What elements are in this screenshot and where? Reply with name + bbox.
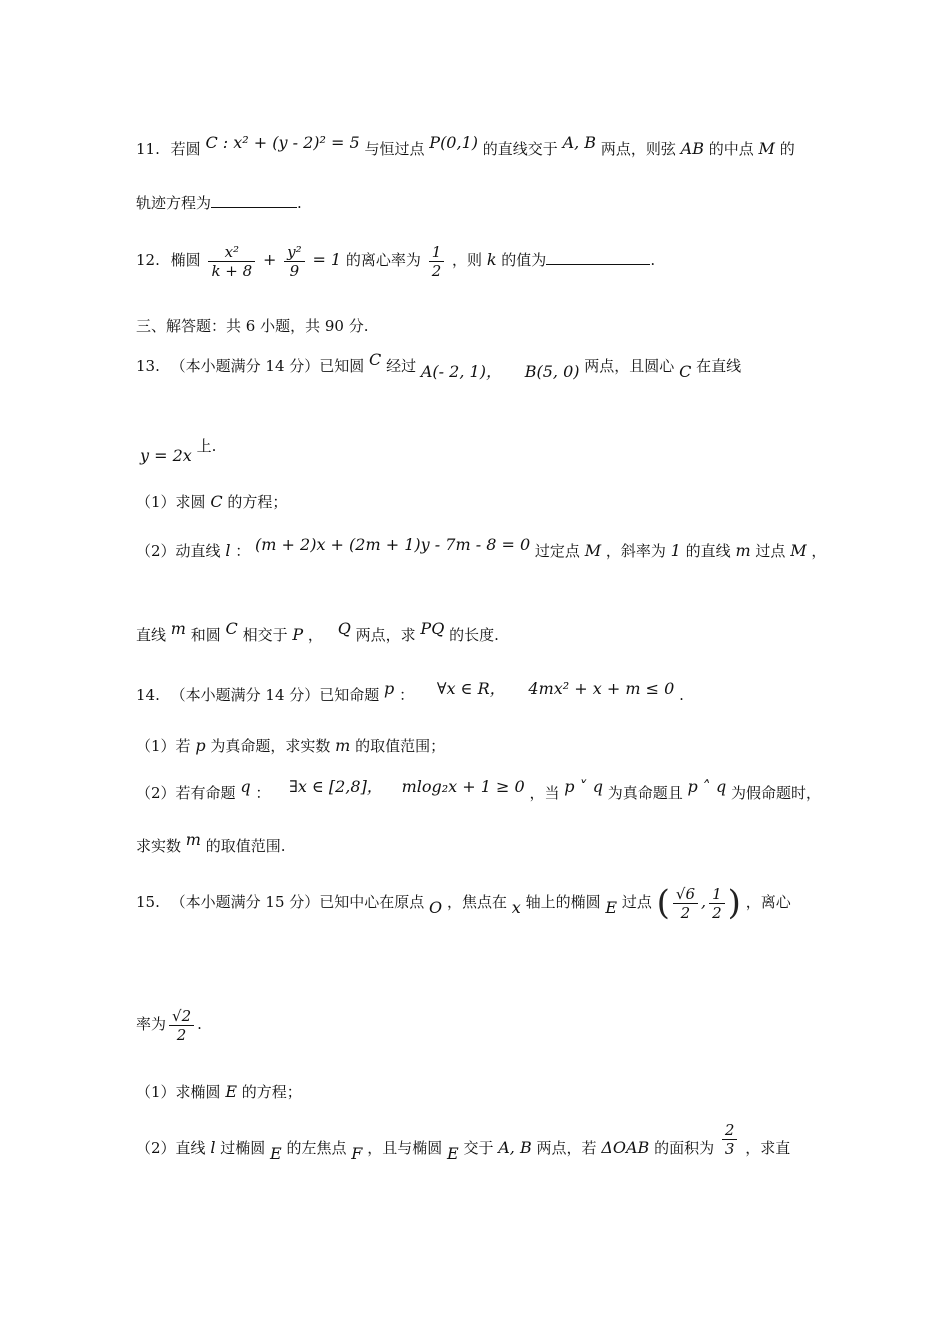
fraction-denominator: 2 bbox=[176, 1025, 187, 1044]
q15-x-axis: x bbox=[511, 898, 521, 917]
q12-text: 的离心率为 bbox=[345, 251, 421, 269]
q13-c: C bbox=[210, 492, 223, 511]
q14-text: ，当 bbox=[529, 784, 560, 802]
q14-note: （本小题满分 14 分）已知命题 bbox=[170, 686, 380, 704]
q13-text: 和圆 bbox=[190, 626, 221, 644]
q15-text: 的左焦点 bbox=[286, 1139, 347, 1157]
fraction-denominator: 2 bbox=[712, 903, 722, 922]
answer-blank bbox=[211, 193, 297, 208]
q13-text: 过点 bbox=[755, 542, 786, 560]
equals-one: = 1 bbox=[312, 250, 342, 269]
q13-c: C bbox=[369, 350, 382, 369]
q11-chord: AB bbox=[680, 139, 704, 158]
q12-end: . bbox=[650, 251, 656, 269]
q14-sub-2 bbox=[136, 777, 836, 803]
q11-number: 11. bbox=[136, 140, 160, 158]
q14-text: 的取值范围. bbox=[205, 837, 286, 855]
q15-line-2 bbox=[136, 1000, 836, 1048]
q11-end: . bbox=[297, 194, 302, 212]
q14-text: ： bbox=[399, 686, 415, 704]
q15-ab: A, B bbox=[498, 1138, 532, 1157]
q11-text: 的直线交于 bbox=[482, 140, 558, 158]
comma: , bbox=[701, 892, 707, 911]
q13-line-3 bbox=[136, 619, 836, 645]
q11-text: 轨迹方程为 bbox=[136, 194, 212, 212]
q11-text: 与恒过点 bbox=[364, 140, 425, 158]
q15-text: 两点，若 bbox=[536, 1139, 597, 1157]
q15-ellipse-e: E bbox=[225, 1082, 238, 1101]
q13-text: 两点，求 bbox=[355, 626, 416, 644]
q11-ab: A, B bbox=[562, 133, 597, 152]
q13-sub2-label: （2）动直线 bbox=[136, 542, 221, 560]
fraction-numerator: 1 bbox=[709, 885, 725, 904]
section-heading bbox=[136, 316, 836, 336]
q14-p-and-q: p ˄ q bbox=[687, 777, 727, 796]
q15-text: ，求直 bbox=[745, 1139, 791, 1157]
q13-text: ： bbox=[235, 542, 251, 560]
q13-text: 两点，且圆心 bbox=[584, 357, 675, 375]
q15-area bbox=[722, 1121, 738, 1158]
q12-number: 12. bbox=[136, 251, 160, 269]
q14-text: 的取值范围； bbox=[355, 737, 446, 755]
q13-text: ， bbox=[811, 542, 827, 560]
q14-m: m bbox=[185, 830, 201, 849]
q13-text: 上. bbox=[196, 437, 217, 455]
fraction-denominator: 2 bbox=[680, 903, 691, 922]
q12-text: 的值为 bbox=[501, 251, 547, 269]
fraction-numerator: √2 bbox=[169, 1007, 194, 1026]
q14-text: 求实数 bbox=[136, 837, 182, 855]
q12-eccentricity bbox=[429, 243, 445, 280]
q15-ellipse-e: E bbox=[446, 1144, 459, 1163]
q15-eccentricity bbox=[169, 1007, 194, 1044]
q13-text: ，斜率为 bbox=[605, 542, 666, 560]
q13-q: Q bbox=[337, 619, 351, 638]
q13-c: C bbox=[225, 619, 238, 638]
q11-text: 两点，则弦 bbox=[600, 140, 676, 158]
q14-inequality: 4mx² + x + m ≤ 0 bbox=[528, 679, 675, 698]
q13-text: 的方程； bbox=[227, 493, 288, 511]
q15-note: （本小题满分 15 分）已知中心在原点 bbox=[170, 893, 425, 911]
q15-origin: O bbox=[429, 898, 443, 917]
q12-fraction-y bbox=[284, 243, 305, 280]
q11-m: M bbox=[758, 139, 775, 158]
q13-text: ， bbox=[307, 626, 323, 644]
q15-triangle: ΔOAB bbox=[601, 1138, 650, 1157]
q14-log-inequality: mlog₂x + 1 ≥ 0 bbox=[401, 777, 525, 796]
q11-line-1 bbox=[136, 133, 836, 159]
q15-text: 的面积为 bbox=[654, 1139, 715, 1157]
fraction-numerator: 1 bbox=[429, 243, 445, 262]
q14-q: q bbox=[240, 777, 251, 796]
q15-text: 过椭圆 bbox=[220, 1139, 266, 1157]
q12-text: ，则 bbox=[452, 251, 483, 269]
q13-point-a: A(- 2, 1)， bbox=[420, 362, 502, 381]
q15-sub1-label: （1）求椭圆 bbox=[136, 1083, 221, 1101]
q15-text: ，焦点在 bbox=[446, 893, 507, 911]
fraction-numerator: √6 bbox=[673, 885, 698, 904]
q13-p: P bbox=[292, 625, 304, 644]
fraction-numerator: x² bbox=[208, 243, 255, 262]
q14-number: 14. bbox=[136, 686, 160, 704]
q13-text: 经过 bbox=[386, 357, 417, 375]
q15-ellipse-e: E bbox=[605, 898, 618, 917]
q15-sub-1 bbox=[136, 1082, 836, 1102]
fraction-denominator: 3 bbox=[724, 1139, 735, 1158]
fraction-denominator: 2 bbox=[431, 261, 442, 280]
q11-line-2 bbox=[136, 193, 836, 213]
right-paren: ) bbox=[727, 883, 741, 923]
q13-line-equation: y = 2x bbox=[140, 446, 192, 465]
q13-sub-2 bbox=[136, 535, 836, 561]
q15-text: 的方程； bbox=[241, 1083, 302, 1101]
fraction-denominator: k + 8 bbox=[211, 261, 253, 280]
q13-sub-1 bbox=[136, 492, 836, 512]
q15-point-y bbox=[709, 885, 725, 922]
q15-text: ，且与椭圆 bbox=[367, 1139, 443, 1157]
q14-sub1-label: （1）若 bbox=[136, 737, 191, 755]
q13-text: 直线 bbox=[136, 626, 167, 644]
q15-text: 轴上的椭圆 bbox=[525, 893, 601, 911]
q13-m-point: M bbox=[584, 541, 602, 560]
q12-text: 椭圆 bbox=[170, 251, 201, 269]
q11-text: 的中点 bbox=[708, 140, 754, 158]
q13-text: 的长度. bbox=[449, 626, 499, 644]
q14-text: 为真命题，求实数 bbox=[210, 737, 331, 755]
q14-sub-1 bbox=[136, 736, 836, 756]
q14-p: p bbox=[195, 736, 206, 755]
q13-line-family-equation: (m + 2)x + (2m + 1)y - 7m - 8 = 0 bbox=[255, 535, 531, 554]
q14-text: 为真命题且 bbox=[607, 784, 683, 802]
q14-forall: ∀x ∈ R， bbox=[436, 679, 506, 698]
q15-ellipse-e: E bbox=[270, 1144, 282, 1163]
q13-text: 过定点 bbox=[534, 542, 580, 560]
q13-c: C bbox=[679, 362, 692, 381]
q13-slope: 1 bbox=[670, 541, 681, 560]
q15-number: 15. bbox=[136, 893, 160, 911]
section-3-heading: 三、解答题：共 6 小题，共 90 分. bbox=[136, 317, 369, 335]
q13-pq: PQ bbox=[420, 619, 445, 638]
q13-line-1 bbox=[136, 350, 836, 381]
q14-m: m bbox=[335, 736, 351, 755]
q15-l: l bbox=[210, 1138, 216, 1157]
q13-text: 相交于 bbox=[242, 626, 288, 644]
q15-line-1 bbox=[136, 878, 836, 926]
q13-text: 在直线 bbox=[696, 357, 742, 375]
q15-focus-f: F bbox=[351, 1144, 363, 1163]
q14-sub2-label: （2）若有命题 bbox=[136, 784, 236, 802]
q15-text: 交于 bbox=[463, 1139, 494, 1157]
q14-text: 为假命题时， bbox=[730, 784, 821, 802]
q12-k: k bbox=[486, 250, 497, 269]
q13-line-m: m bbox=[735, 541, 751, 560]
q14-text: ： bbox=[255, 784, 271, 802]
q13-text: 的直线 bbox=[685, 542, 731, 560]
q14-p-or-q: p ˅ q bbox=[564, 777, 603, 796]
q12-line bbox=[136, 240, 836, 280]
q13-m-point: M bbox=[790, 541, 807, 560]
q14-text: . bbox=[679, 686, 684, 704]
q14-p: p bbox=[384, 679, 395, 698]
q15-text: ，离心 bbox=[745, 893, 791, 911]
q15-text: 率为 bbox=[136, 1015, 167, 1033]
q13-line-m: m bbox=[170, 619, 186, 638]
q15-point-x bbox=[673, 885, 698, 922]
q11-text: 的 bbox=[779, 140, 795, 158]
q11-circle-equation: C : x² + (y - 2)² = 5 bbox=[205, 133, 360, 152]
q15-sub2-label: （2）直线 bbox=[136, 1139, 206, 1157]
q11-point: P(0,1) bbox=[429, 133, 478, 152]
q11-text: 若圆 bbox=[170, 140, 201, 158]
plus-sign: + bbox=[262, 250, 277, 269]
q15-text: 过点 bbox=[621, 893, 652, 911]
fraction-denominator: 9 bbox=[289, 261, 300, 280]
q15-sub-2 bbox=[136, 1120, 836, 1172]
answer-blank bbox=[546, 250, 650, 265]
q13-note: （本小题满分 14 分）已知圆 bbox=[170, 357, 365, 375]
left-paren: ( bbox=[656, 883, 670, 923]
q14-line-3 bbox=[136, 830, 836, 856]
q13-point-b: B(5, 0) bbox=[524, 362, 580, 381]
q13-line-2 bbox=[136, 437, 836, 465]
q13-number: 13. bbox=[136, 357, 160, 375]
fraction-numerator: 2 bbox=[722, 1121, 738, 1140]
q14-line-1 bbox=[136, 679, 836, 705]
q14-exists: ∃x ∈ [2,8]， bbox=[289, 777, 383, 796]
fraction-numerator: y² bbox=[284, 243, 305, 262]
q15-text: . bbox=[197, 1015, 202, 1033]
q13-sub1-label: （1）求圆 bbox=[136, 493, 206, 511]
q12-fraction-x bbox=[208, 243, 255, 280]
q13-l: l bbox=[225, 541, 231, 560]
